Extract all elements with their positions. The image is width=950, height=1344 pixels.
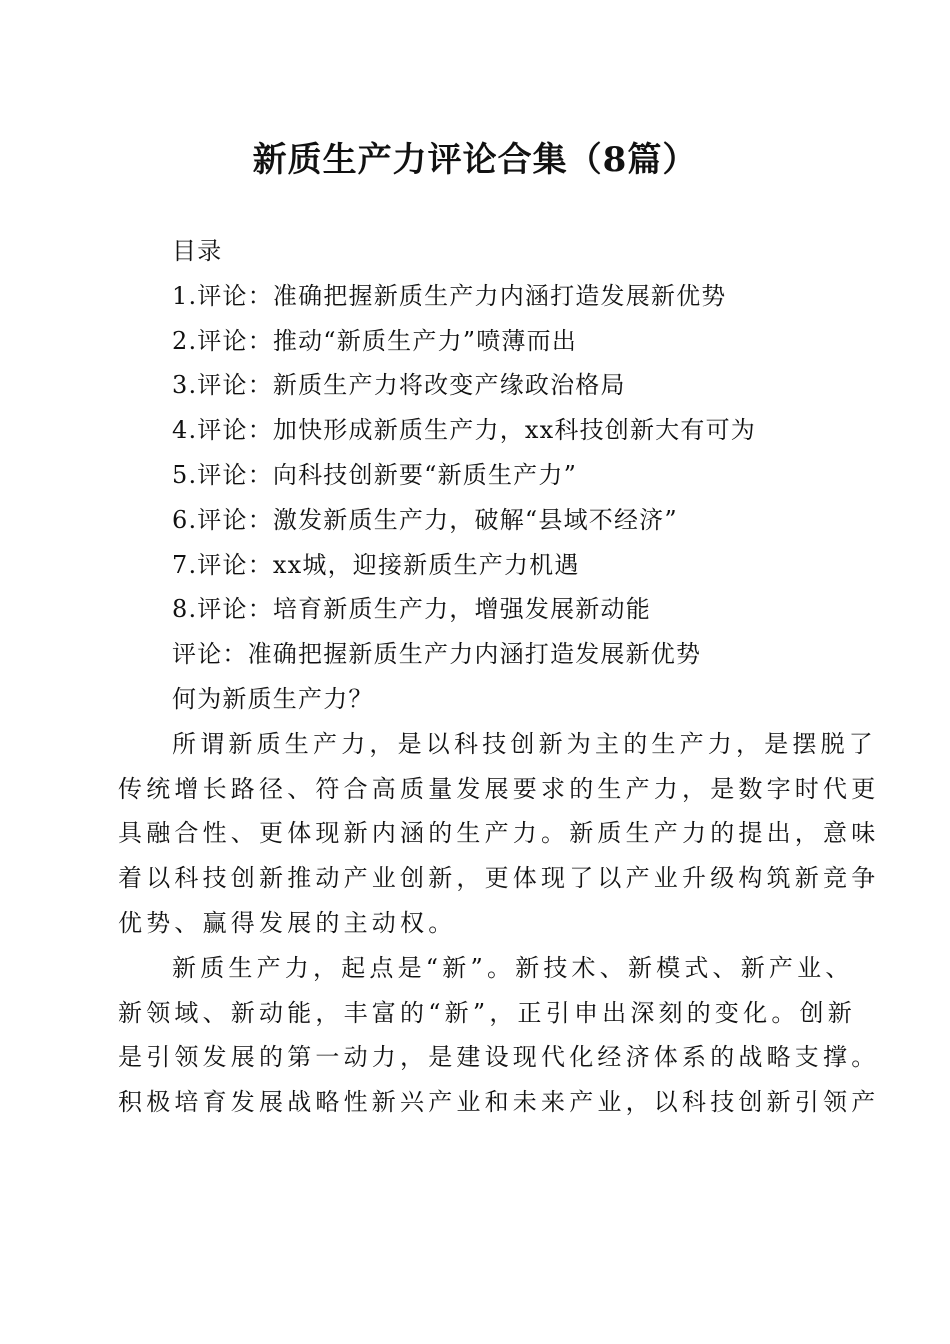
toc-item-7: 7.评论：xx城，迎接新质生产力机遇 bbox=[172, 550, 580, 579]
paragraph-1 bbox=[118, 722, 880, 946]
document-body bbox=[118, 229, 880, 1125]
paragraph-line: 积极培育发展战略性新兴产业和未来产业，以科技创新引领产 bbox=[118, 1088, 880, 1117]
document-title: 新质生产力评论合集（8篇） bbox=[252, 140, 698, 180]
paragraph-line: 新质生产力，起点是“新”。新技术、新模式、新产业、 bbox=[172, 953, 854, 982]
toc-item-4: 4.评论：加快形成新质生产力，xx科技创新大有可为 bbox=[172, 416, 756, 445]
toc-item-1: 1.评论：准确把握新质生产力内涵打造发展新优势 bbox=[172, 281, 727, 310]
toc-item-2: 2.评论：推动“新质生产力”喷薄而出 bbox=[172, 326, 578, 355]
toc-item-6: 6.评论：激发新质生产力，破解“县域不经济” bbox=[172, 505, 678, 534]
paragraph-line: 具融合性、更体现新内涵的生产力。新质生产力的提出，意味 bbox=[118, 819, 880, 848]
toc-heading: 目录 bbox=[172, 237, 223, 265]
section-question: 何为新质生产力？ bbox=[172, 684, 374, 713]
toc-item-8: 8.评论：培育新质生产力，增强发展新动能 bbox=[172, 595, 651, 624]
section-title: 评论：准确把握新质生产力内涵打造发展新优势 bbox=[172, 640, 702, 669]
toc-item-3: 3.评论：新质生产力将改变产缘政治格局 bbox=[172, 371, 626, 400]
paragraph-line: 着以科技创新推动产业创新，更体现了以产业升级构筑新竞争 bbox=[118, 864, 880, 893]
paragraph-line: 传统增长路径、符合高质量发展要求的生产力，是数字时代更 bbox=[118, 774, 880, 803]
paragraph-line: 是引领发展的第一动力，是建设现代化经济体系的战略支撑。 bbox=[118, 1043, 880, 1072]
paragraph-line: 优势、赢得发展的主动权。 bbox=[118, 908, 457, 937]
paragraph-2 bbox=[118, 946, 880, 1125]
paragraph-line: 新领域、新动能，丰富的“新”，正引申出深刻的变化。创新 bbox=[118, 998, 856, 1027]
toc-item-5: 5.评论：向科技创新要“新质生产力” bbox=[172, 460, 578, 489]
paragraph-line: 所谓新质生产力，是以科技创新为主的生产力，是摆脱了 bbox=[172, 729, 877, 758]
